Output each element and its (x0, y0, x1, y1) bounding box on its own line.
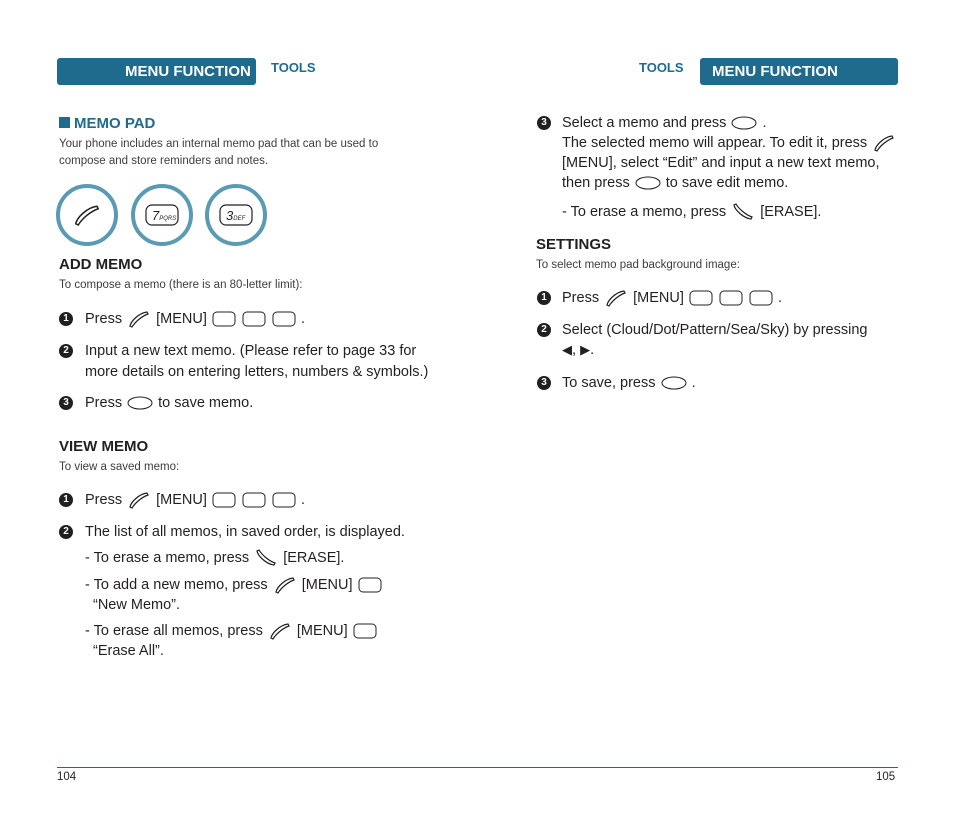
erase-soft-key-icon (254, 548, 278, 568)
menu-soft-key-icon (872, 133, 896, 153)
key-7-pqrs-icon (131, 184, 193, 246)
right-arrow-icon: ▶ (580, 342, 591, 357)
add-memo-step-3: Press to save memo. (85, 395, 254, 411)
select-memo-step-3: Select a memo and press . The selected memo will appear. To edit it, press [MENU], select “Edit” and input a new text memo, then press to save edit memo. (562, 113, 897, 193)
key-3-icon (242, 492, 266, 508)
footer-rule-right (477, 767, 898, 768)
memo-pad-description: Your phone includes an internal memo pad that can be used to compose and store reminders and notes. (59, 138, 379, 167)
view-memo-erase-all-instruction: - To erase all memos, press [MENU] “Erase All”. (85, 621, 378, 661)
select-memo-erase-instruction: - To erase a memo, press [ERASE]. (562, 202, 821, 222)
footer-rule-left (57, 767, 478, 768)
key-3-def-icon (205, 184, 267, 246)
step-bullet-3: 3 (537, 116, 551, 130)
menu-soft-key-icon (273, 575, 297, 595)
step-bullet-2: 2 (59, 344, 73, 358)
view-memo-add-instruction: - To add a new memo, press [MENU] “New Memo”. (85, 575, 383, 615)
settings-step-2: Select (Cloud/Dot/Pattern/Sea/Sky) by pressing ◀, ▶. (562, 322, 868, 358)
view-memo-heading: VIEW MEMO (59, 438, 149, 455)
key-3-icon (719, 290, 743, 306)
ok-key-icon (731, 116, 757, 130)
menu-function-label: MENU FUNCTION (712, 63, 838, 80)
step-bullet-1: 1 (537, 291, 551, 305)
key-7-icon (212, 311, 236, 327)
menu-soft-key-icon (56, 184, 118, 246)
page-number-right: 105 (876, 771, 896, 783)
menu-soft-key-icon (268, 621, 292, 641)
step-bullet-3: 3 (537, 376, 551, 390)
add-memo-description: To compose a memo (there is an 80-letter limit): (59, 279, 303, 291)
settings-heading: SETTINGS (536, 236, 612, 253)
square-bullet-icon (59, 117, 70, 128)
step-bullet-1: 1 (59, 312, 73, 326)
settings-step-3: To save, press . (562, 375, 696, 391)
tools-label-left: TOOLS (271, 60, 316, 75)
key-3-icon (242, 311, 266, 327)
page-number-left: 104 (57, 771, 77, 783)
step-bullet-3: 3 (59, 396, 73, 410)
key-7-icon (689, 290, 713, 306)
key-3-label: 3DEF (226, 208, 246, 223)
menu-function-banner-left (57, 58, 256, 85)
ok-key-icon (127, 396, 153, 410)
settings-step-1: Press [MENU] . (562, 288, 782, 308)
step-bullet-2: 2 (537, 323, 551, 337)
erase-soft-key-icon (731, 202, 755, 222)
key-1-icon (272, 311, 296, 327)
menu-soft-key-icon (127, 309, 151, 329)
key-2-icon (272, 492, 296, 508)
menu-soft-key-icon (127, 490, 151, 510)
memo-pad-heading: MEMO PAD (59, 115, 155, 132)
menu-soft-key-icon (604, 288, 628, 308)
step-bullet-2: 2 (59, 525, 73, 539)
key-2-icon (353, 623, 377, 639)
key-7-icon (212, 492, 236, 508)
key-7-label: 7PQRS (152, 208, 177, 223)
add-memo-step-1: Press [MENU] . (85, 309, 305, 329)
settings-description: To select memo pad background image: (536, 259, 740, 271)
view-memo-step-1: Press [MENU] . (85, 490, 305, 510)
ok-key-icon (635, 176, 661, 190)
add-memo-heading: ADD MEMO (59, 256, 143, 273)
ok-key-icon (661, 376, 687, 390)
menu-function-banner-right (700, 58, 898, 85)
key-3-icon (749, 290, 773, 306)
view-memo-erase-instruction: - To erase a memo, press [ERASE]. (85, 548, 344, 568)
menu-function-label: MENU FUNCTION (125, 63, 251, 80)
tools-label-right: TOOLS (639, 60, 684, 75)
view-memo-description: To view a saved memo: (59, 461, 180, 473)
left-arrow-icon: ◀ (562, 342, 572, 357)
key-1-icon (358, 577, 382, 593)
step-bullet-1: 1 (59, 493, 73, 507)
add-memo-step-2: Input a new text memo. (Please refer to page 33 for more details on entering letters, numbers & symbols.) (85, 343, 429, 380)
view-memo-step-2: The list of all memos, in saved order, is displayed. (85, 524, 405, 540)
